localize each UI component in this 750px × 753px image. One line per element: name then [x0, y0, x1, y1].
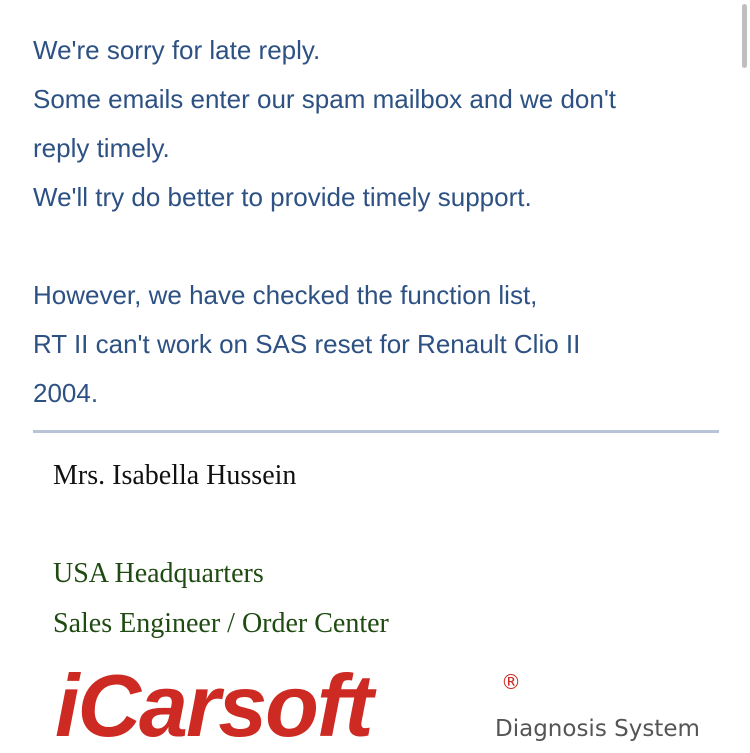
signature-divider	[33, 430, 719, 433]
message-line: reply timely.	[33, 133, 170, 163]
logo-tagline: Diagnosis System	[495, 716, 700, 742]
message-line: Some emails enter our spam mailbox and we don't	[33, 84, 617, 114]
signature-name: Mrs. Isabella Hussein	[53, 460, 297, 491]
registered-mark-icon: ®	[501, 670, 521, 694]
message-line: We're sorry for late reply.	[33, 35, 321, 65]
signature-office: USA Headquarters	[53, 558, 264, 589]
message-line: RT II can't work on SAS reset for Renault Clio II	[33, 329, 581, 359]
signature-role: Sales Engineer / Order Center	[53, 608, 389, 639]
reply-message	[33, 26, 723, 418]
icarsoft-logo	[55, 658, 705, 753]
message-line: 2004.	[33, 378, 99, 408]
message-line: We'll try do better to provide timely support.	[33, 182, 532, 212]
logo-wordmark: iCarsoft	[55, 656, 372, 753]
vertical-scrollbar[interactable]	[742, 4, 747, 68]
message-line: However, we have checked the function list,	[33, 280, 538, 310]
message-blank-line	[33, 222, 723, 271]
